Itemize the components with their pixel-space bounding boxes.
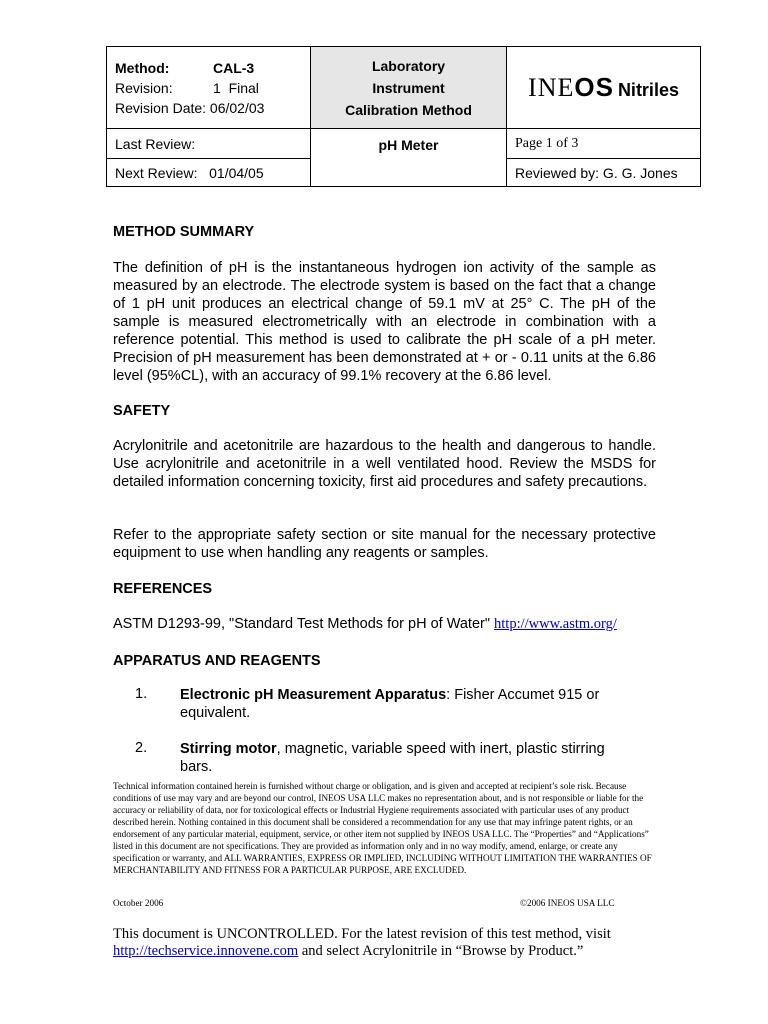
item-2-title: Stirring motor [180, 741, 277, 757]
uncontrolled-tail: and select Acrylonitrile in “Browse by Product.” [298, 943, 584, 959]
astm-link[interactable]: http://www.astm.org/ [494, 616, 617, 632]
footer-date: October 2006 [113, 898, 164, 908]
revision-date: Revision Date: 06/02/03 [115, 99, 265, 116]
astm-reference: ASTM D1293-99, "Standard Test Methods for pH of Water" [113, 616, 495, 632]
list-item [113, 740, 656, 776]
title-line-3: Calibration Method [345, 101, 472, 118]
next-review: Next Review: 01/04/05 [107, 159, 311, 187]
references-heading: REFERENCES [113, 581, 213, 597]
item-1-text: : Fisher Accumet 915 or equivalent. [180, 687, 600, 721]
techservice-link[interactable]: http://techservice.innovene.com [113, 943, 299, 959]
list-item [113, 686, 656, 726]
last-review: Last Review: [107, 129, 311, 159]
item-1-number: 1. [135, 686, 148, 702]
method-label: Method: [115, 59, 170, 76]
title-line-2: Instrument [372, 79, 445, 96]
title-line-1: Laboratory [371, 57, 446, 74]
method-info-cell [107, 47, 311, 129]
revision-label: Revision: [115, 79, 173, 96]
method-value: CAL-3 [213, 59, 255, 76]
document-title [311, 47, 507, 129]
safety-text-1: Acrylonitrile and acetonitrile are hazardous to the health and dangerous to handle. Use acrylonitrile and acetonitrile in a well ventilated hood. Review the MSDS for detailed information concerning toxicity, first aid procedures and safety precautions. [113, 438, 656, 490]
method-summary-heading: METHOD SUMMARY [113, 224, 255, 240]
references-text [113, 615, 656, 633]
apparatus-heading: APPARATUS AND REAGENTS [113, 653, 321, 669]
logo-ine: INE [528, 73, 575, 102]
disclaimer: Technical information contained herein is furnished without charge or obligation, and is given and accepted at recipient’s sole risk. Because conditions of use may vary and are beyond our control, INEOS USA LLC makes no representation about, and is not responsible or liable for the accuracy or reliability of data, nor for toxicological effects or Industrial Hygiene requirements associated with particular uses of any product described herein. Nothing contained in this document shall be considered a recommendation for any use that may infringe patent rights, or an endorsement of any particular material, equipment, service, or other item not supplied by INEOS USA LLC. The “Properties” and “Applications” listed in this document are not specifications. They are provided as information only and in no way modify, amend, enlarge, or create any specification or warranty, and ALL WARRANTIES, EXPRESS OR IMPLIED, INCLUDING WITHOUT LIMITATION THE WARRANTIES OF MERCHANTABILITY AND FITNESS FOR A PARTICULAR PURPOSE, ARE EXCLUDED. [113, 781, 652, 875]
uncontrolled-text: This document is UNCONTROLLED. For the latest revision of this test method, visit [113, 926, 611, 942]
company-logo [507, 47, 701, 129]
subject: pH Meter [378, 137, 439, 153]
item-1-title: Electronic pH Measurement Apparatus [180, 687, 447, 703]
subject-cell [311, 129, 507, 187]
uncontrolled-notice [113, 926, 673, 960]
footer-copyright: ©2006 INEOS USA LLC [520, 898, 615, 908]
safety-heading: SAFETY [113, 403, 171, 419]
safety-text-2: Refer to the appropriate safety section or site manual for the necessary protective equipment to use when handling any reagents or samples. [113, 527, 656, 561]
logo-nitriles: Nitriles [617, 80, 679, 100]
page-number: Page 1 of 3 [507, 129, 701, 159]
revision-value: 1 Final [213, 79, 259, 96]
reviewed-by: Reviewed by: G. G. Jones [507, 159, 701, 187]
item-2-number: 2. [135, 740, 148, 756]
header-table [106, 46, 701, 187]
logo-os: OS [574, 72, 614, 102]
method-summary-text: The definition of pH is the instantaneous hydrogen ion activity of the sample as measured by an electrode. The electrode system is based on the fact that a change of 1 pH unit produces an electrical change of 59.1 mV at 25° C. The pH of the sample is measured electrometrically with an electrode in combination with a reference potential. This method is used to calibrate the pH scale of a pH meter. Precision of pH measurement has been demonstrated at + or - 0.11 units at the 6.86 level (95%CL), with an accuracy of 99.1% recovery at the 6.86 level. [113, 260, 656, 384]
item-2-text: , magnetic, variable speed with inert, plastic stirring bars. [180, 741, 605, 775]
